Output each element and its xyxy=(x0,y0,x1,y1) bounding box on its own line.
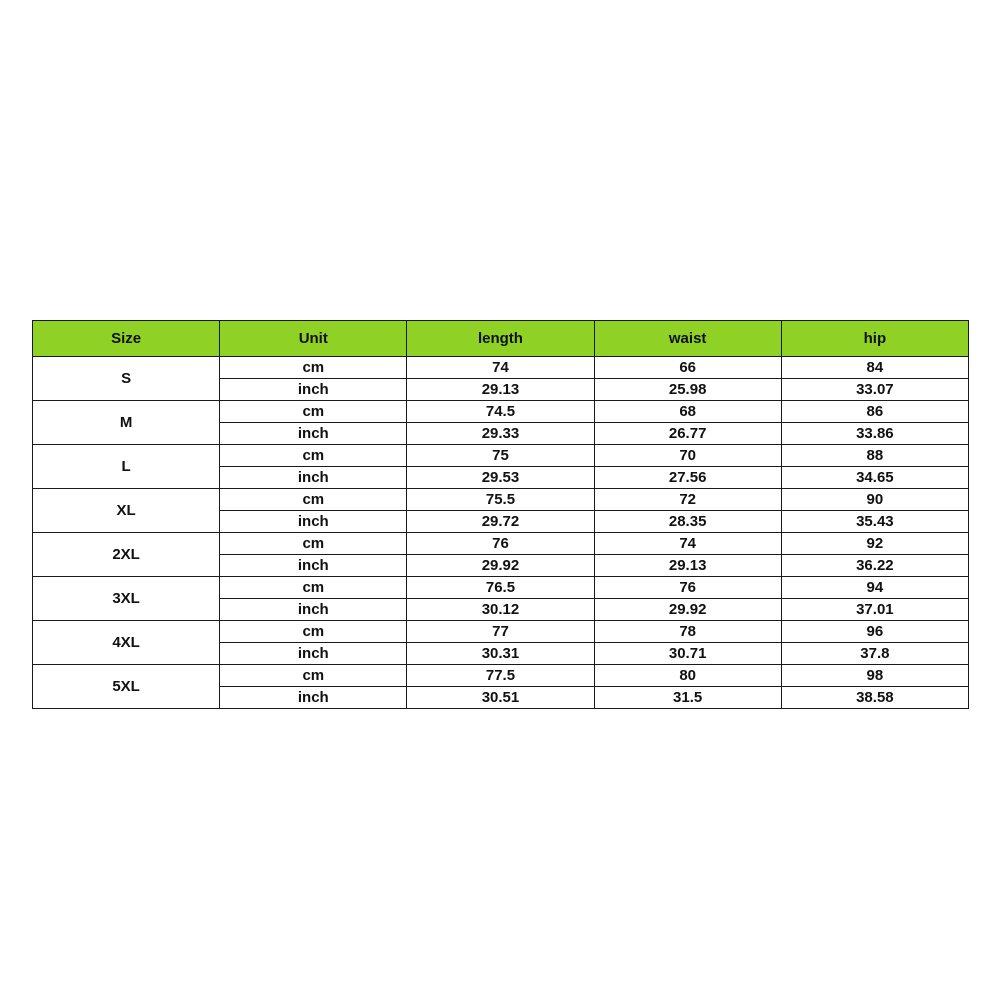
unit-cell: inch xyxy=(220,643,407,665)
length-cell: 76.5 xyxy=(407,577,594,599)
waist-cell: 76 xyxy=(594,577,781,599)
unit-cell: inch xyxy=(220,423,407,445)
waist-cell: 74 xyxy=(594,533,781,555)
hip-cell: 88 xyxy=(781,445,968,467)
table-row xyxy=(33,533,969,555)
unit-cell: inch xyxy=(220,379,407,401)
header-row xyxy=(33,321,969,357)
size-cell: 2XL xyxy=(33,533,220,577)
hip-cell: 37.8 xyxy=(781,643,968,665)
hip-cell: 33.07 xyxy=(781,379,968,401)
size-cell: S xyxy=(33,357,220,401)
unit-cell: inch xyxy=(220,467,407,489)
hip-cell: 90 xyxy=(781,489,968,511)
unit-cell: cm xyxy=(220,401,407,423)
unit-cell: cm xyxy=(220,489,407,511)
length-cell: 74.5 xyxy=(407,401,594,423)
waist-cell: 68 xyxy=(594,401,781,423)
length-cell: 29.13 xyxy=(407,379,594,401)
table-row xyxy=(33,445,969,467)
hip-cell: 96 xyxy=(781,621,968,643)
size-cell: M xyxy=(33,401,220,445)
hip-cell: 33.86 xyxy=(781,423,968,445)
table-row xyxy=(33,489,969,511)
length-cell: 74 xyxy=(407,357,594,379)
waist-cell: 28.35 xyxy=(594,511,781,533)
unit-cell: cm xyxy=(220,533,407,555)
length-cell: 29.53 xyxy=(407,467,594,489)
size-chart-table xyxy=(32,320,969,709)
unit-cell: inch xyxy=(220,687,407,709)
header-unit: Unit xyxy=(220,321,407,357)
hip-cell: 92 xyxy=(781,533,968,555)
table-row xyxy=(33,401,969,423)
length-cell: 29.33 xyxy=(407,423,594,445)
hip-cell: 98 xyxy=(781,665,968,687)
hip-cell: 38.58 xyxy=(781,687,968,709)
waist-cell: 30.71 xyxy=(594,643,781,665)
unit-cell: inch xyxy=(220,599,407,621)
unit-cell: cm xyxy=(220,445,407,467)
length-cell: 29.72 xyxy=(407,511,594,533)
waist-cell: 78 xyxy=(594,621,781,643)
size-cell: L xyxy=(33,445,220,489)
hip-cell: 37.01 xyxy=(781,599,968,621)
size-cell: 3XL xyxy=(33,577,220,621)
waist-cell: 26.77 xyxy=(594,423,781,445)
size-cell: 4XL xyxy=(33,621,220,665)
header-waist: waist xyxy=(594,321,781,357)
length-cell: 30.31 xyxy=(407,643,594,665)
waist-cell: 29.92 xyxy=(594,599,781,621)
waist-cell: 70 xyxy=(594,445,781,467)
length-cell: 75 xyxy=(407,445,594,467)
length-cell: 76 xyxy=(407,533,594,555)
table-row xyxy=(33,577,969,599)
hip-cell: 34.65 xyxy=(781,467,968,489)
waist-cell: 29.13 xyxy=(594,555,781,577)
header-hip: hip xyxy=(781,321,968,357)
table-row xyxy=(33,357,969,379)
length-cell: 75.5 xyxy=(407,489,594,511)
length-cell: 30.51 xyxy=(407,687,594,709)
hip-cell: 86 xyxy=(781,401,968,423)
table-row xyxy=(33,621,969,643)
table-body xyxy=(33,357,969,709)
unit-cell: cm xyxy=(220,357,407,379)
length-cell: 29.92 xyxy=(407,555,594,577)
size-cell: XL xyxy=(33,489,220,533)
length-cell: 77 xyxy=(407,621,594,643)
unit-cell: cm xyxy=(220,577,407,599)
header-size: Size xyxy=(33,321,220,357)
unit-cell: inch xyxy=(220,511,407,533)
table-row xyxy=(33,665,969,687)
header-length: length xyxy=(407,321,594,357)
hip-cell: 35.43 xyxy=(781,511,968,533)
hip-cell: 94 xyxy=(781,577,968,599)
waist-cell: 72 xyxy=(594,489,781,511)
hip-cell: 84 xyxy=(781,357,968,379)
waist-cell: 80 xyxy=(594,665,781,687)
waist-cell: 31.5 xyxy=(594,687,781,709)
unit-cell: cm xyxy=(220,665,407,687)
unit-cell: inch xyxy=(220,555,407,577)
waist-cell: 25.98 xyxy=(594,379,781,401)
table-header xyxy=(33,321,969,357)
unit-cell: cm xyxy=(220,621,407,643)
waist-cell: 27.56 xyxy=(594,467,781,489)
length-cell: 30.12 xyxy=(407,599,594,621)
hip-cell: 36.22 xyxy=(781,555,968,577)
length-cell: 77.5 xyxy=(407,665,594,687)
waist-cell: 66 xyxy=(594,357,781,379)
size-cell: 5XL xyxy=(33,665,220,709)
